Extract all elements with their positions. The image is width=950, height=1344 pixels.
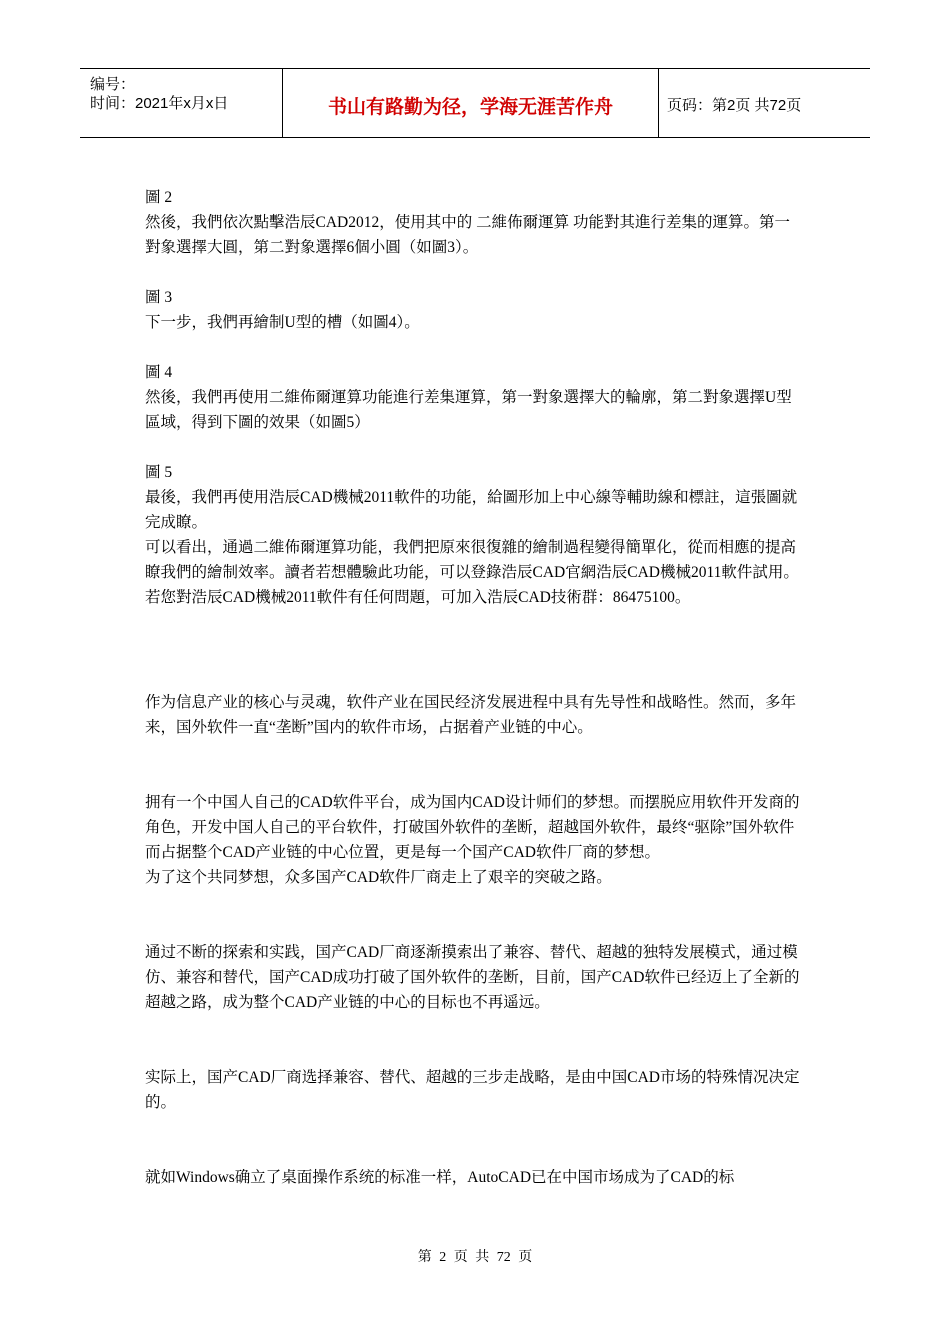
header-motto: 书山有路勤为径，学海无涯苦作舟 [327,96,613,118]
header-page-info: 页码：第2页 共72页 [667,97,802,114]
paragraph: 为了这个共同梦想，众多国产CAD软件厂商走上了艰辛的突破之路。 [145,869,612,886]
paragraph: 作为信息产业的核心与灵魂，软件产业在国民经济发展进程中具有先导性和战略性。然而，多年来，国外软件一直“垄断”国内的软件市场，占据着产业链的中心。 [145,694,797,736]
figure-caption-3: 圖 3 [145,289,173,306]
page-footer: 第 2 页 共 72 页 [417,1250,533,1265]
paragraph: 拥有一个中国人自己的CAD软件平台，成为国内CAD设计师们的梦想。而摆脱应用软件开发商的角色，开发中国人自己的平台软件，打破国外软件的垄断，超越国外软件，最终“驱除”国外软件而占据整个CAD产业链的中心位置，更是每一个国产CAD软件厂商的梦想。 [145,794,800,861]
page-header [80,68,870,138]
header-meta-cell [80,69,283,137]
spacer [145,260,805,285]
paragraph: 下一步，我們再繪制U型的槽（如圖4）。 [145,314,420,331]
spacer [145,610,805,665]
paragraph: 可以看出，通過二維佈爾運算功能，我們把原來很復雜的繪制過程變得簡單化，從而相應的提高瞭我們的繪制效率。讀者若想體驗此功能，可以登錄浩辰CAD官網浩辰CAD機械2011軟件試用。若您對浩辰CAD機械2011軟件有任何問題，可加入浩辰CAD技術群：86475100。 [145,539,799,606]
header-motto-cell [283,69,659,137]
spacer [145,335,805,360]
document-number-label: 编号： [90,76,136,93]
figure-caption-5: 圖 5 [145,464,173,481]
figure-caption-4: 圖 4 [145,364,173,381]
spacer [145,665,805,690]
paragraph: 通过不断的探索和实践，国产CAD厂商逐渐摸索出了兼容、替代、超越的独特发展模式，通过模仿、兼容和替代，国产CAD成功打破了国外软件的垄断，目前，国产CAD软件已经迈上了全新的超越之路，成为整个CAD产业链的中心的目标也不再遥远。 [145,944,800,1011]
document-time-label: 时间：2021年x月x日 [90,95,229,112]
paragraph: 最後，我們再使用浩辰CAD機械2011軟件的功能，給圖形加上中心線等輔助線和標註，這張圖就完成瞭。 [145,489,798,531]
figure-caption-2: 圖 2 [145,189,173,206]
spacer [145,1015,805,1065]
spacer [145,435,805,460]
spacer [145,1115,805,1165]
spacer [145,890,805,940]
document-body [145,185,805,1190]
header-page-cell [659,69,870,137]
paragraph: 就如Windows确立了桌面操作系统的标准一样，AutoCAD已在中国市场成为了CAD的标 [145,1169,735,1186]
paragraph: 实际上，国产CAD厂商选择兼容、替代、超越的三步走战略，是由中国CAD市场的特殊情况决定的。 [145,1069,800,1111]
spacer [145,740,805,790]
paragraph: 然後，我們依次點擊浩辰CAD2012，使用其中的 二維佈爾運算 功能對其進行差集的運算。第一對象選擇大圓，第二對象選擇6個小圓（如圖3）。 [145,214,790,256]
paragraph: 然後，我們再使用二維佈爾運算功能進行差集運算，第一對象選擇大的輪廓，第二對象選擇U型區域，得到下圖的效果（如圖5） [145,389,792,431]
